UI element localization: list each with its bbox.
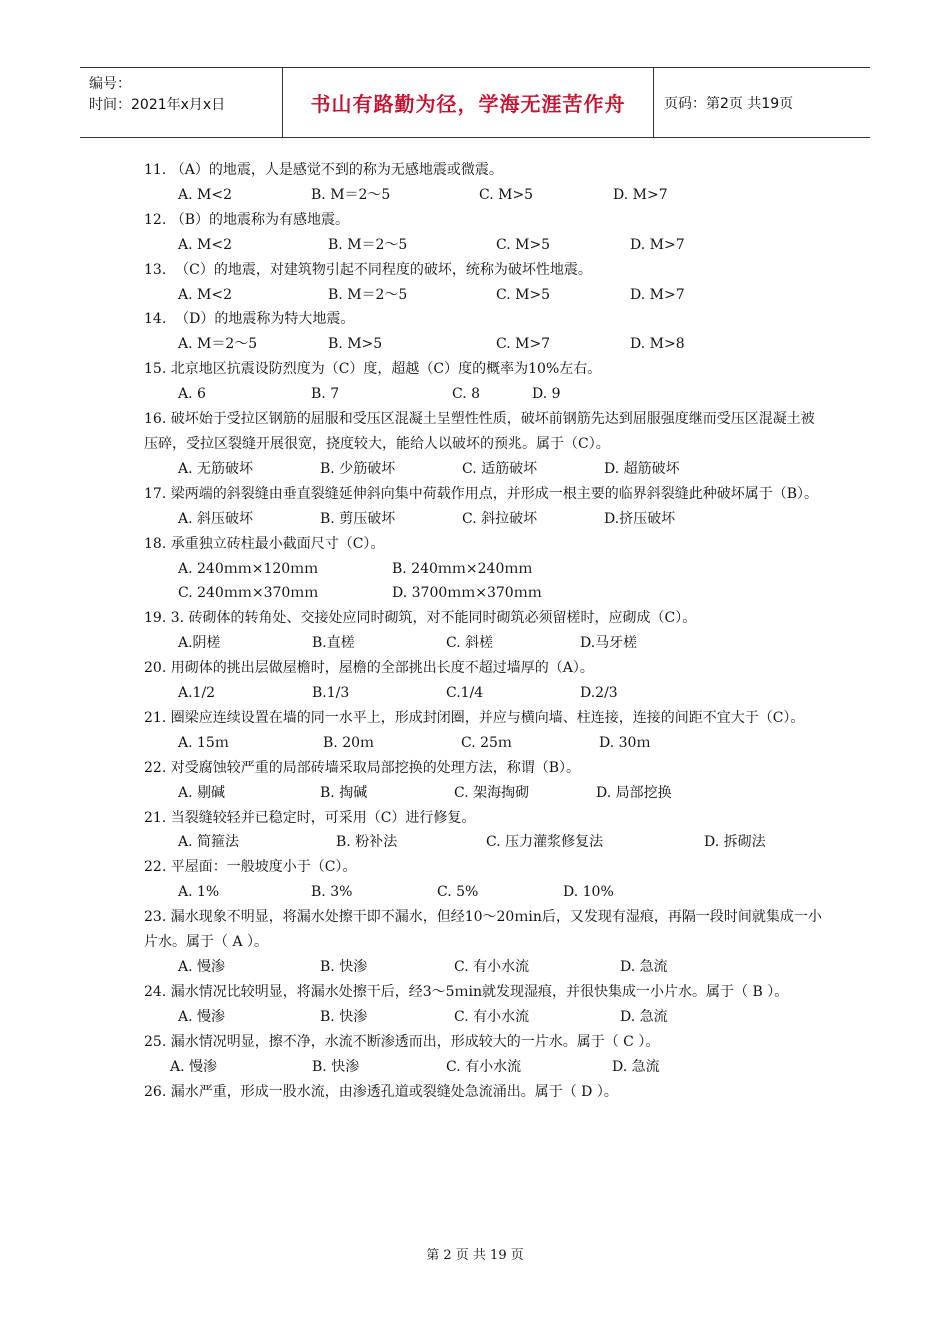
answer-options <box>144 557 824 582</box>
answer-option: C. 架海掏砌 <box>454 784 530 801</box>
answer-option: A. 无筋破坏 <box>178 460 254 477</box>
answer-option: A. 简箍法 <box>178 834 240 851</box>
answer-option: D. 急流 <box>620 959 668 975</box>
answer-option: D. 9 <box>532 386 561 403</box>
answer-option: A. M<2 <box>178 236 232 253</box>
answer-option: A. 15ｍ <box>178 734 229 751</box>
answer-option: A.1/2 <box>178 685 216 702</box>
answer-option: D. 急流 <box>612 1058 660 1075</box>
answer-options <box>144 631 824 656</box>
answer-option: B. 20ｍ <box>323 734 375 751</box>
answer-option: B.1/3 <box>312 685 350 702</box>
doc-code-label: 编号： <box>89 76 131 92</box>
question-text: 13. （C）的地震，对建筑物引起不同程度的破坏，统称为破坏性地震。 <box>144 261 592 278</box>
question-text: 15. 北京地区抗震设防烈度为（C）度，超越（C）度的概率为10%左右。 <box>144 361 602 378</box>
answer-options <box>144 731 824 756</box>
answer-option: C. 240ｍｍ×370ｍｍ <box>178 585 319 602</box>
question-text: 18. 承重独立砖柱最小截面尺寸（C）。 <box>144 535 385 552</box>
answer-options <box>144 1055 824 1080</box>
answer-options <box>144 1005 824 1030</box>
answer-option: A. 慢渗 <box>170 1058 218 1075</box>
answer-option: B. 少筋破坏 <box>320 460 396 477</box>
answer-option: C. M>5 <box>496 286 551 303</box>
answer-option: D. 急流 <box>620 1008 668 1025</box>
question-text: 14. （D）的地震称为特大地震。 <box>144 311 355 328</box>
answer-option: C. 斜拉破坏 <box>462 510 538 527</box>
answer-option: A. 慢渗 <box>178 1008 226 1025</box>
answer-option: B. 快渗 <box>320 959 368 975</box>
question-text: 24. 漏水情况比较明显，将漏水处擦干后，经3～5ｍin就发现湿痕，并很快集成一小片水。属于（ B ）。 <box>144 983 789 1000</box>
answer-option: C. 斜槎 <box>446 635 494 652</box>
answer-option: C. 25ｍ <box>461 734 512 751</box>
answer-option: D. 30ｍ <box>599 734 651 751</box>
header-motto: 书山有路勤为径，学海无涯苦作舟 <box>282 68 654 137</box>
question-text: 21. 当裂缝较轻并已稳定时，可采用（C）进行修复。 <box>144 809 476 826</box>
answer-option: B. 快渗 <box>320 1008 368 1025</box>
answer-option: A. M＝2～5 <box>178 336 258 353</box>
answer-option: B. 粉补法 <box>336 834 398 851</box>
answer-option: C.1/4 <box>446 685 484 702</box>
answer-options <box>144 332 824 357</box>
answer-options <box>144 457 824 482</box>
header-page-number: 页码：第2页 共19页 <box>664 95 794 112</box>
question-text: 17. 梁两端的斜裂缝由垂直裂缝延伸斜向集中荷载作用点，并形成一根主要的临界斜裂缝此种破坏属于（B）。 <box>144 485 819 502</box>
answer-option: D.挤压破坏 <box>604 510 676 527</box>
answer-option: D. 10% <box>563 884 614 901</box>
question-text: 23. 漏水现象不明显，将漏水处擦干即不漏水，但经10～20ｍin后，又发现有湿痕，再隔一段时间就集成一小片水。属于（ A ）。 <box>144 909 822 951</box>
answer-option: D.马牙槎 <box>580 635 638 652</box>
answer-option: B. M＝2～5 <box>328 286 408 303</box>
answer-options <box>144 382 824 407</box>
question-text: 25. 漏水情况明显，擦不净，水流不断渗透而出，形成较大的一片水。属于（ C ）。 <box>144 1033 660 1050</box>
answer-option: D. 超筋破坏 <box>604 460 680 477</box>
question-text: 16. 破坏始于受拉区钢筋的屈服和受压区混凝土呈塑性性质，破坏前钢筋先达到屈服强度继而受压区混凝土被压碎，受拉区裂缝开展很宽，挠度较大，能给人以破坏的预兆。属于（C）。 <box>144 411 815 452</box>
answer-option: B. M>5 <box>328 336 383 353</box>
answer-options <box>144 781 824 806</box>
answer-option: B. 剪压破坏 <box>320 510 396 527</box>
answer-option: B. 7 <box>311 386 340 403</box>
answer-option: C. 8 <box>452 386 481 403</box>
answer-option: D. M>7 <box>630 236 685 253</box>
answer-options <box>144 233 824 258</box>
answer-option: A. 240ｍｍ×120ｍｍ <box>178 560 319 577</box>
answer-option: A. 6 <box>178 386 206 403</box>
answer-option: D. M>7 <box>630 286 685 303</box>
answer-option: B. 快渗 <box>312 1058 360 1075</box>
page-header <box>80 67 870 138</box>
answer-option: A.阴槎 <box>178 635 221 652</box>
question-text: 26. 漏水严重，形成一股水流，由渗透孔道或裂缝处急流涌出。属于（ D ）。 <box>144 1083 618 1100</box>
answer-option: D. 拆砌法 <box>704 834 766 851</box>
question-text: 22. 对受腐蚀较严重的局部砖墙采取局部挖换的处理方法，称谓（B）。 <box>144 759 581 776</box>
answer-option: C. 5% <box>437 884 479 901</box>
answer-option: B. 掏碱 <box>320 784 368 801</box>
answer-option: B. M＝2～5 <box>328 236 408 253</box>
answer-option: B. M＝2～5 <box>311 186 391 203</box>
question-text: 20. 用砌体的挑出层做屋檐时，屋檐的全部挑出长度不超过墙厚的（A）。 <box>144 660 594 677</box>
question-text: 19. 3. 砖砌体的转角处、交接处应同时砌筑，对不能同时砌筑必须留槎时，应砌成（C）。 <box>144 610 697 627</box>
page-footer: 第 2 页 共 19 页 <box>426 1248 524 1263</box>
answer-option: C. 有小水流 <box>446 1058 522 1075</box>
doc-date-label: 时间：2021年x月x日 <box>89 97 226 113</box>
answer-option: A. 剔碱 <box>178 784 226 801</box>
answer-option: C. M>7 <box>496 336 551 353</box>
question-text: 21. 圈梁应连续设置在墙的同一水平上，形成封闭圈，并应与横向墙、柱连接，连接的间距不宜大于（C）。 <box>144 709 805 726</box>
answer-options <box>144 183 824 208</box>
answer-option: A. M<2 <box>178 286 232 303</box>
question-list <box>144 158 824 1104</box>
answer-option: D. M>7 <box>613 186 668 203</box>
answer-options <box>144 581 824 606</box>
answer-options <box>144 681 824 706</box>
answer-option: A. 慢渗 <box>178 959 226 975</box>
answer-options <box>144 283 824 308</box>
answer-option: C. 适筋破坏 <box>462 460 538 477</box>
answer-option: A. 斜压破坏 <box>178 510 254 527</box>
answer-option: B. 240ｍｍ×240ｍｍ <box>392 560 533 577</box>
question-text: 22. 平屋面：一般坡度小于（C）。 <box>144 859 357 876</box>
header-meta <box>80 68 282 137</box>
answer-option: D. M>8 <box>630 336 685 353</box>
answer-option: B.直槎 <box>312 635 355 652</box>
answer-option: C. 压力灌浆修复法 <box>486 834 604 851</box>
answer-options <box>144 880 824 905</box>
answer-option: D.2/3 <box>580 685 618 702</box>
answer-option: A. 1% <box>178 884 220 901</box>
answer-option: D. 3700ｍｍ×370ｍｍ <box>392 585 542 602</box>
answer-option: D. 局部挖换 <box>596 784 672 801</box>
answer-option: C. M>5 <box>496 236 551 253</box>
question-text: 11. （A）的地震，人是感觉不到的称为无感地震或微震。 <box>144 162 503 178</box>
answer-options <box>144 830 824 855</box>
answer-option: C. 有小水流 <box>454 1008 530 1025</box>
answer-options <box>144 955 824 980</box>
answer-option: A. M<2 <box>178 186 232 203</box>
answer-option: B. 3% <box>311 884 353 901</box>
answer-option: C. M>5 <box>479 186 534 203</box>
answer-option: C. 有小水流 <box>454 959 530 975</box>
question-text: 12. （B）的地震称为有感地震。 <box>144 211 350 228</box>
answer-options <box>144 507 824 532</box>
